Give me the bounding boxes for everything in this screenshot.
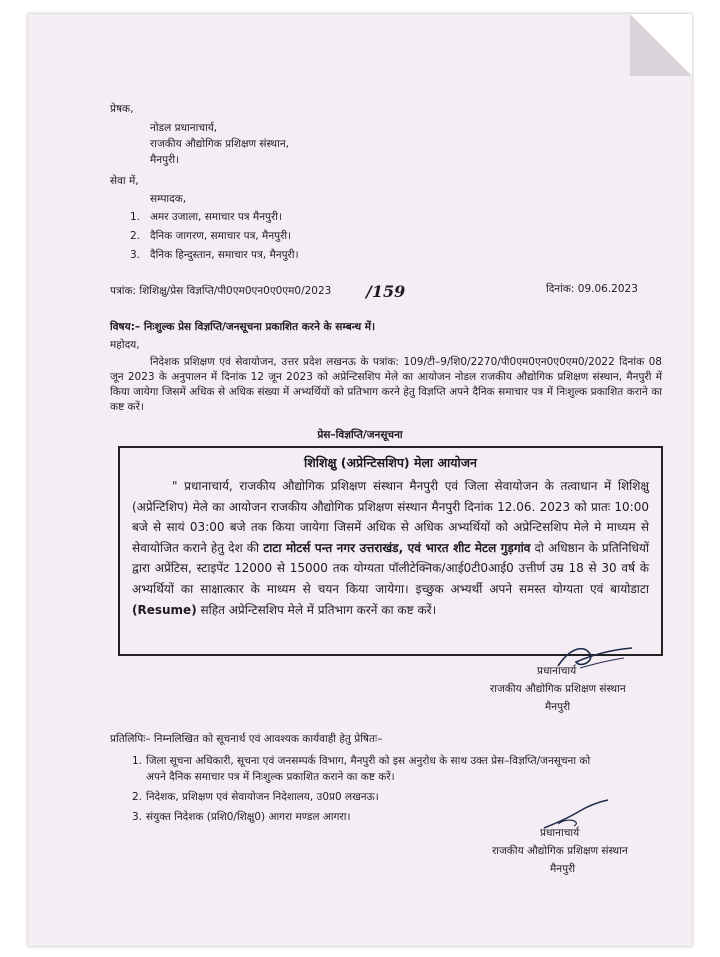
sender-line1: नोडल प्रधानाचार्य, — [150, 122, 218, 134]
copy-item-num: 1. — [132, 755, 143, 767]
greeting: महोदय, — [110, 339, 140, 351]
sender-label: प्रेषक, — [110, 103, 134, 115]
signature1-place: मैनपुरी — [545, 701, 571, 713]
copy-item-text: संयुक्त निदेशक (प्रशि0/शिक्षु0) आगरा मण्डल आगरा। — [146, 811, 351, 823]
signature2-title: प्रधानाचार्य — [540, 827, 580, 839]
recipient-salutation: सम्पादक, — [150, 193, 187, 205]
recipient-item-text: अमर उजाला, समाचार पत्र मैनपुरी। — [150, 211, 282, 223]
sender-line3: मैनपुरी। — [150, 154, 180, 166]
copy-item-text: जिला सूचना अधिकारी, सूचना एवं जनसम्पर्क विभाग, मैनपुरी को इस अनुरोध के साथ उक्त प्रेस–विज्ञप्ति/जनसूचना को — [146, 755, 591, 767]
copy-item-num: 2. — [132, 791, 143, 803]
letter-page — [28, 14, 692, 946]
signature2-institute: राजकीय औद्योगिक प्रशिक्षण संस्थान — [492, 845, 628, 857]
notice-resume-word: (Resume) — [132, 602, 197, 617]
recipient-item-text: दैनिक हिन्दुस्तान, समाचार पत्र, मैनपुरी। — [150, 249, 299, 261]
copy-item-text-cont: अपने दैनिक समाचार पत्र में निःशुल्क प्रकाशित कराने का कष्ट करें। — [146, 771, 395, 783]
body-paragraph: निदेशक प्रशिक्षण एवं सेवायोजन, उत्तर प्रदेश लखनऊ के पत्रांक: 109/टी–9/शि0/2270/पी0एम0एन0ए0एम0/2022 दिनांक 08 जून 2023 के अनुपालन में दिनांक 12 जून 2023 को अप्रेन्टिसशिप मेले का आयोजन नोडल राजकीय औद्योगिक प्रशिक्षण संस्थान, मैनपुरी में किया जायेगा जिसमें अधिक से अधिक संख्या में अभ्यर्थियों को प्रतिभाग करने हेतु विज्ञप्ति अपने दैनिक समाचार पत्र में निःशुल्क प्रकाशित कराने का कष्ट करें। — [110, 356, 662, 413]
signature1-title: प्रधानाचार्य — [537, 665, 577, 677]
page-fold-corner — [630, 14, 692, 76]
press-heading: प्रेस–विज्ञप्ति/जनसूचना — [317, 429, 403, 441]
handwritten-dispatch-number: /159 — [366, 282, 406, 301]
notice-title: शिशिक्षु (अप्रेन्टिसशिप) मेला आयोजन — [304, 455, 477, 470]
copy-item-text: निदेशक, प्रशिक्षण एवं सेवायोजन निदेशालय, उ0प्र0 लखनऊ। — [146, 791, 379, 803]
notice-box — [118, 446, 663, 656]
letter-date: दिनांक: 09.06.2023 — [546, 283, 638, 295]
reference-number: पत्रांक: शिशिक्षु/प्रेस विज्ञप्ति/पी0एम0एन0ए0एम0/2023 — [110, 285, 332, 297]
copy-item-num: 3. — [132, 811, 143, 823]
recipient-item-num: 2. — [130, 230, 141, 242]
notice-company-names: टाटा मोटर्स पन्त नगर उत्तराखंड, एवं भारत शीट मेटल गुड़गांव — [263, 540, 531, 555]
recipient-item-text: दैनिक जागरण, समाचार पत्र, मैनपुरी। — [150, 230, 292, 242]
sender-line2: राजकीय औद्योगिक प्रशिक्षण संस्थान, — [150, 138, 289, 150]
copy-label: प्रतिलिपिः– निम्नलिखित को सूचनार्थ एवं आवश्यक कार्यवाही हेतु प्रेषितः– — [110, 733, 383, 745]
subject-line: विषय:– निःशुल्क प्रेस विज्ञप्ति/जनसूचना प्रकाशित करने के सम्बन्ध में। — [110, 321, 376, 333]
notice-text-part: सहित अप्रेन्टिसशिप मेले में प्रतिभाग करनें का कष्ट करें। — [196, 602, 437, 617]
notice-text-part: " प्रधानाचार्य, राजकीय औद्योगिक प्रशिक्षण संस्थान मैनपुरी एवं जिला सेवायोजन के तत्वाधान में शिशिक्षु (अप्रेन्टिशिप) मेले का आयोजन राजकीय औद्योगिक प्रशिक्षण संस्थान मैनपुरी दिनांक 12.06. 2023 को प्रातः 10:00 बजे से सायं 03:00 बजे तक किया जायेगा जिसमें अधिक से अधिक अभ्यर्थियों को अप्रेन्टिसशिप मेले मे माध्यम से सेवायोजित कराने हेतु देश की — [132, 479, 649, 555]
recipient-item-num: 1. — [130, 211, 141, 223]
signature1-institute: राजकीय औद्योगिक प्रशिक्षण संस्थान — [490, 683, 626, 695]
recipient-item-num: 3. — [130, 249, 141, 261]
recipient-label: सेवा में, — [110, 175, 139, 187]
notice-text — [132, 476, 649, 620]
notice-text-part: दो अधिष्ठान के प्रतिनिधियों द्वारा अप्रेंटिस, स्टाइपेंट 12000 से 15000 तक योग्यता पॉलीटेक्निक/आई0टी0आई0 उत्तीर्ण उम्र 18 से 30 वर्ष के अभ्यर्थियों का साक्षात्कार के माध्यम से चयन किया जायेगा। इच्छुक अभ्यर्थी अपने समस्त योग्यता एवं बायोडाटा — [132, 540, 650, 596]
signature2-place: मैनपुरी — [550, 863, 576, 875]
